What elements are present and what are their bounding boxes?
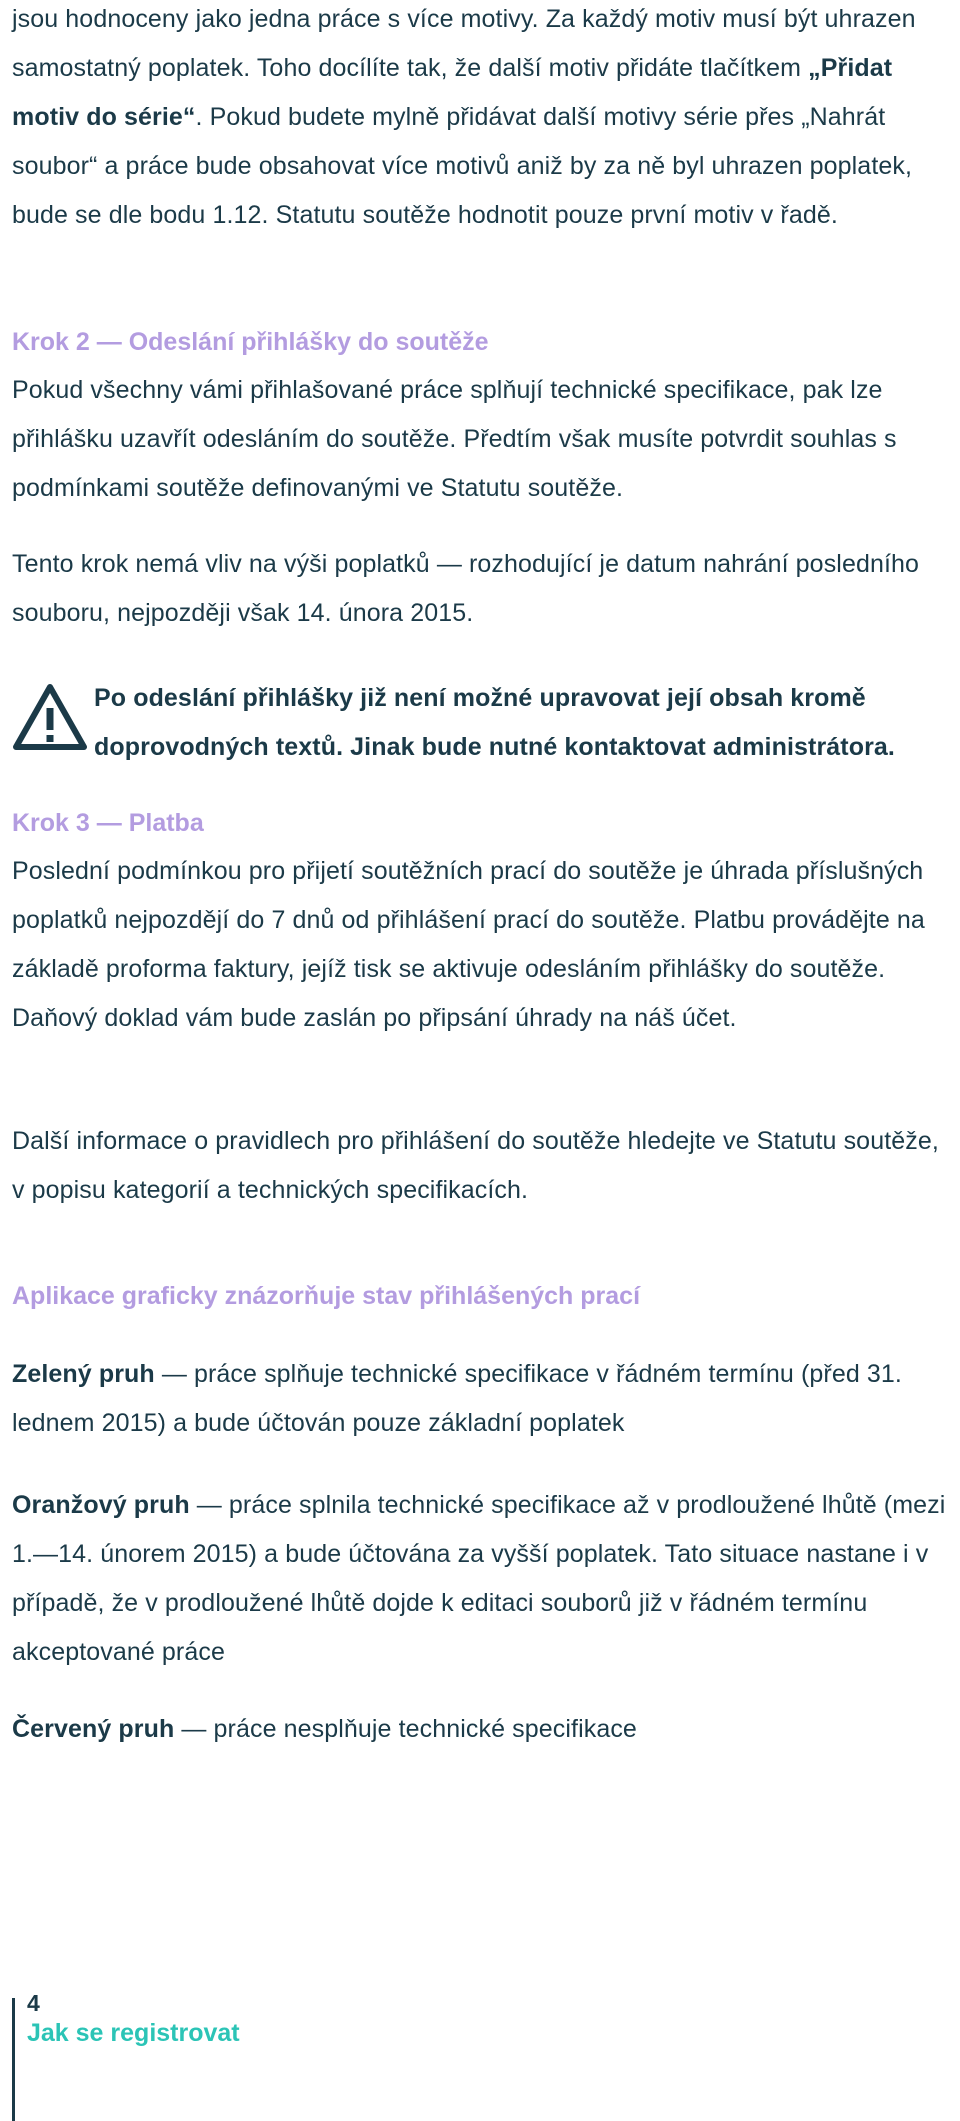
page-number: 4 — [27, 1990, 40, 2016]
step2-heading: Krok 2 — Odeslání přihlášky do soutěže — [12, 328, 489, 356]
footer-section-title: Jak se registrovat — [27, 2019, 240, 2047]
intro-text-b: . Pokud budete mylně přidávat další motivy série přes „Nahrát soubor“ a práce bude obsahovat více motivů aniž by za ně byl uhrazen poplatek, bude se dle bodu 1.12. Statutu soutěže hodnotit pouze první motiv v řadě. — [12, 103, 913, 229]
red-text: — práce nesplňuje technické specifikace — [174, 1715, 637, 1743]
footer-bar — [12, 1998, 15, 2121]
green-term: Zelený pruh — [12, 1360, 155, 1388]
status-green — [12, 1350, 947, 1448]
step3-paragraph-2: Další informace o pravidlech pro přihlášení do soutěže hledejte ve Statutu soutěže, v popisu kategorií a technických specifikacích. — [12, 1127, 939, 1204]
add-motif-button-name: „Přidat motiv do série“ — [12, 54, 893, 131]
warning-text: Po odeslání přihlášky již není možné upravovat její obsah kromě doprovodných textů. Jinak bude nutné kontaktovat administrátora. — [94, 684, 895, 761]
warning-box — [12, 674, 952, 774]
step2-paragraph-2: Tento krok nemá vliv na výši poplatků — rozhodující je datum nahrání posledního souboru, nejpozději však 14. února 2015. — [12, 550, 920, 627]
step3-paragraph-1: Poslední podmínkou pro přijetí soutěžních prací do soutěže je úhrada příslušných poplatků nejpozdějí do 7 dnů od přihlášení prací do soutěže. Platbu provádějte na základě proforma faktury, jejíž tisk se aktivuje odesláním přihlášky do soutěže. Daňový doklad vám bude zaslán po připsání úhrady na náš účet. — [12, 857, 925, 1032]
warning-icon — [12, 682, 88, 752]
intro-text-a: jsou hodnoceny jako jedna práce s více motivy. Za každý motiv musí být uhrazen samostatný poplatek. Toho docílíte tak, že další motiv přidáte tlačítkem — [12, 5, 916, 82]
green-text: — práce splňuje technické specifikace v řádném termínu (před 31. lednem 2015) a bude účtován pouze základní poplatek — [12, 1360, 902, 1437]
step2-paragraph-1: Pokud všechny vámi přihlašované práce splňují technické specifikace, pak lze přihlášku uzavřít odesláním do soutěže. Předtím však musíte potvrdit souhlas s podmínkami soutěže definovanými ve Statutu soutěže. — [12, 376, 897, 502]
step3-heading: Krok 3 — Platba — [12, 809, 204, 837]
status-heading: Aplikace graficky znázorňuje stav přihlášených prací — [12, 1282, 641, 1310]
orange-text: — práce splnila technické specifikace až v prodloužené lhůtě (mezi 1.—14. únorem 2015) a bude účtována za vyšší poplatek. Tato situace nastane i v případě, že v prodloužené lhůtě dojde k editaci souborů již v řádném termínu akceptované práce — [12, 1491, 946, 1666]
status-orange — [12, 1481, 947, 1677]
orange-term: Oranžový pruh — [12, 1491, 190, 1519]
intro-paragraph — [12, 0, 947, 240]
status-red — [12, 1705, 947, 1754]
red-term: Červený pruh — [12, 1715, 175, 1743]
